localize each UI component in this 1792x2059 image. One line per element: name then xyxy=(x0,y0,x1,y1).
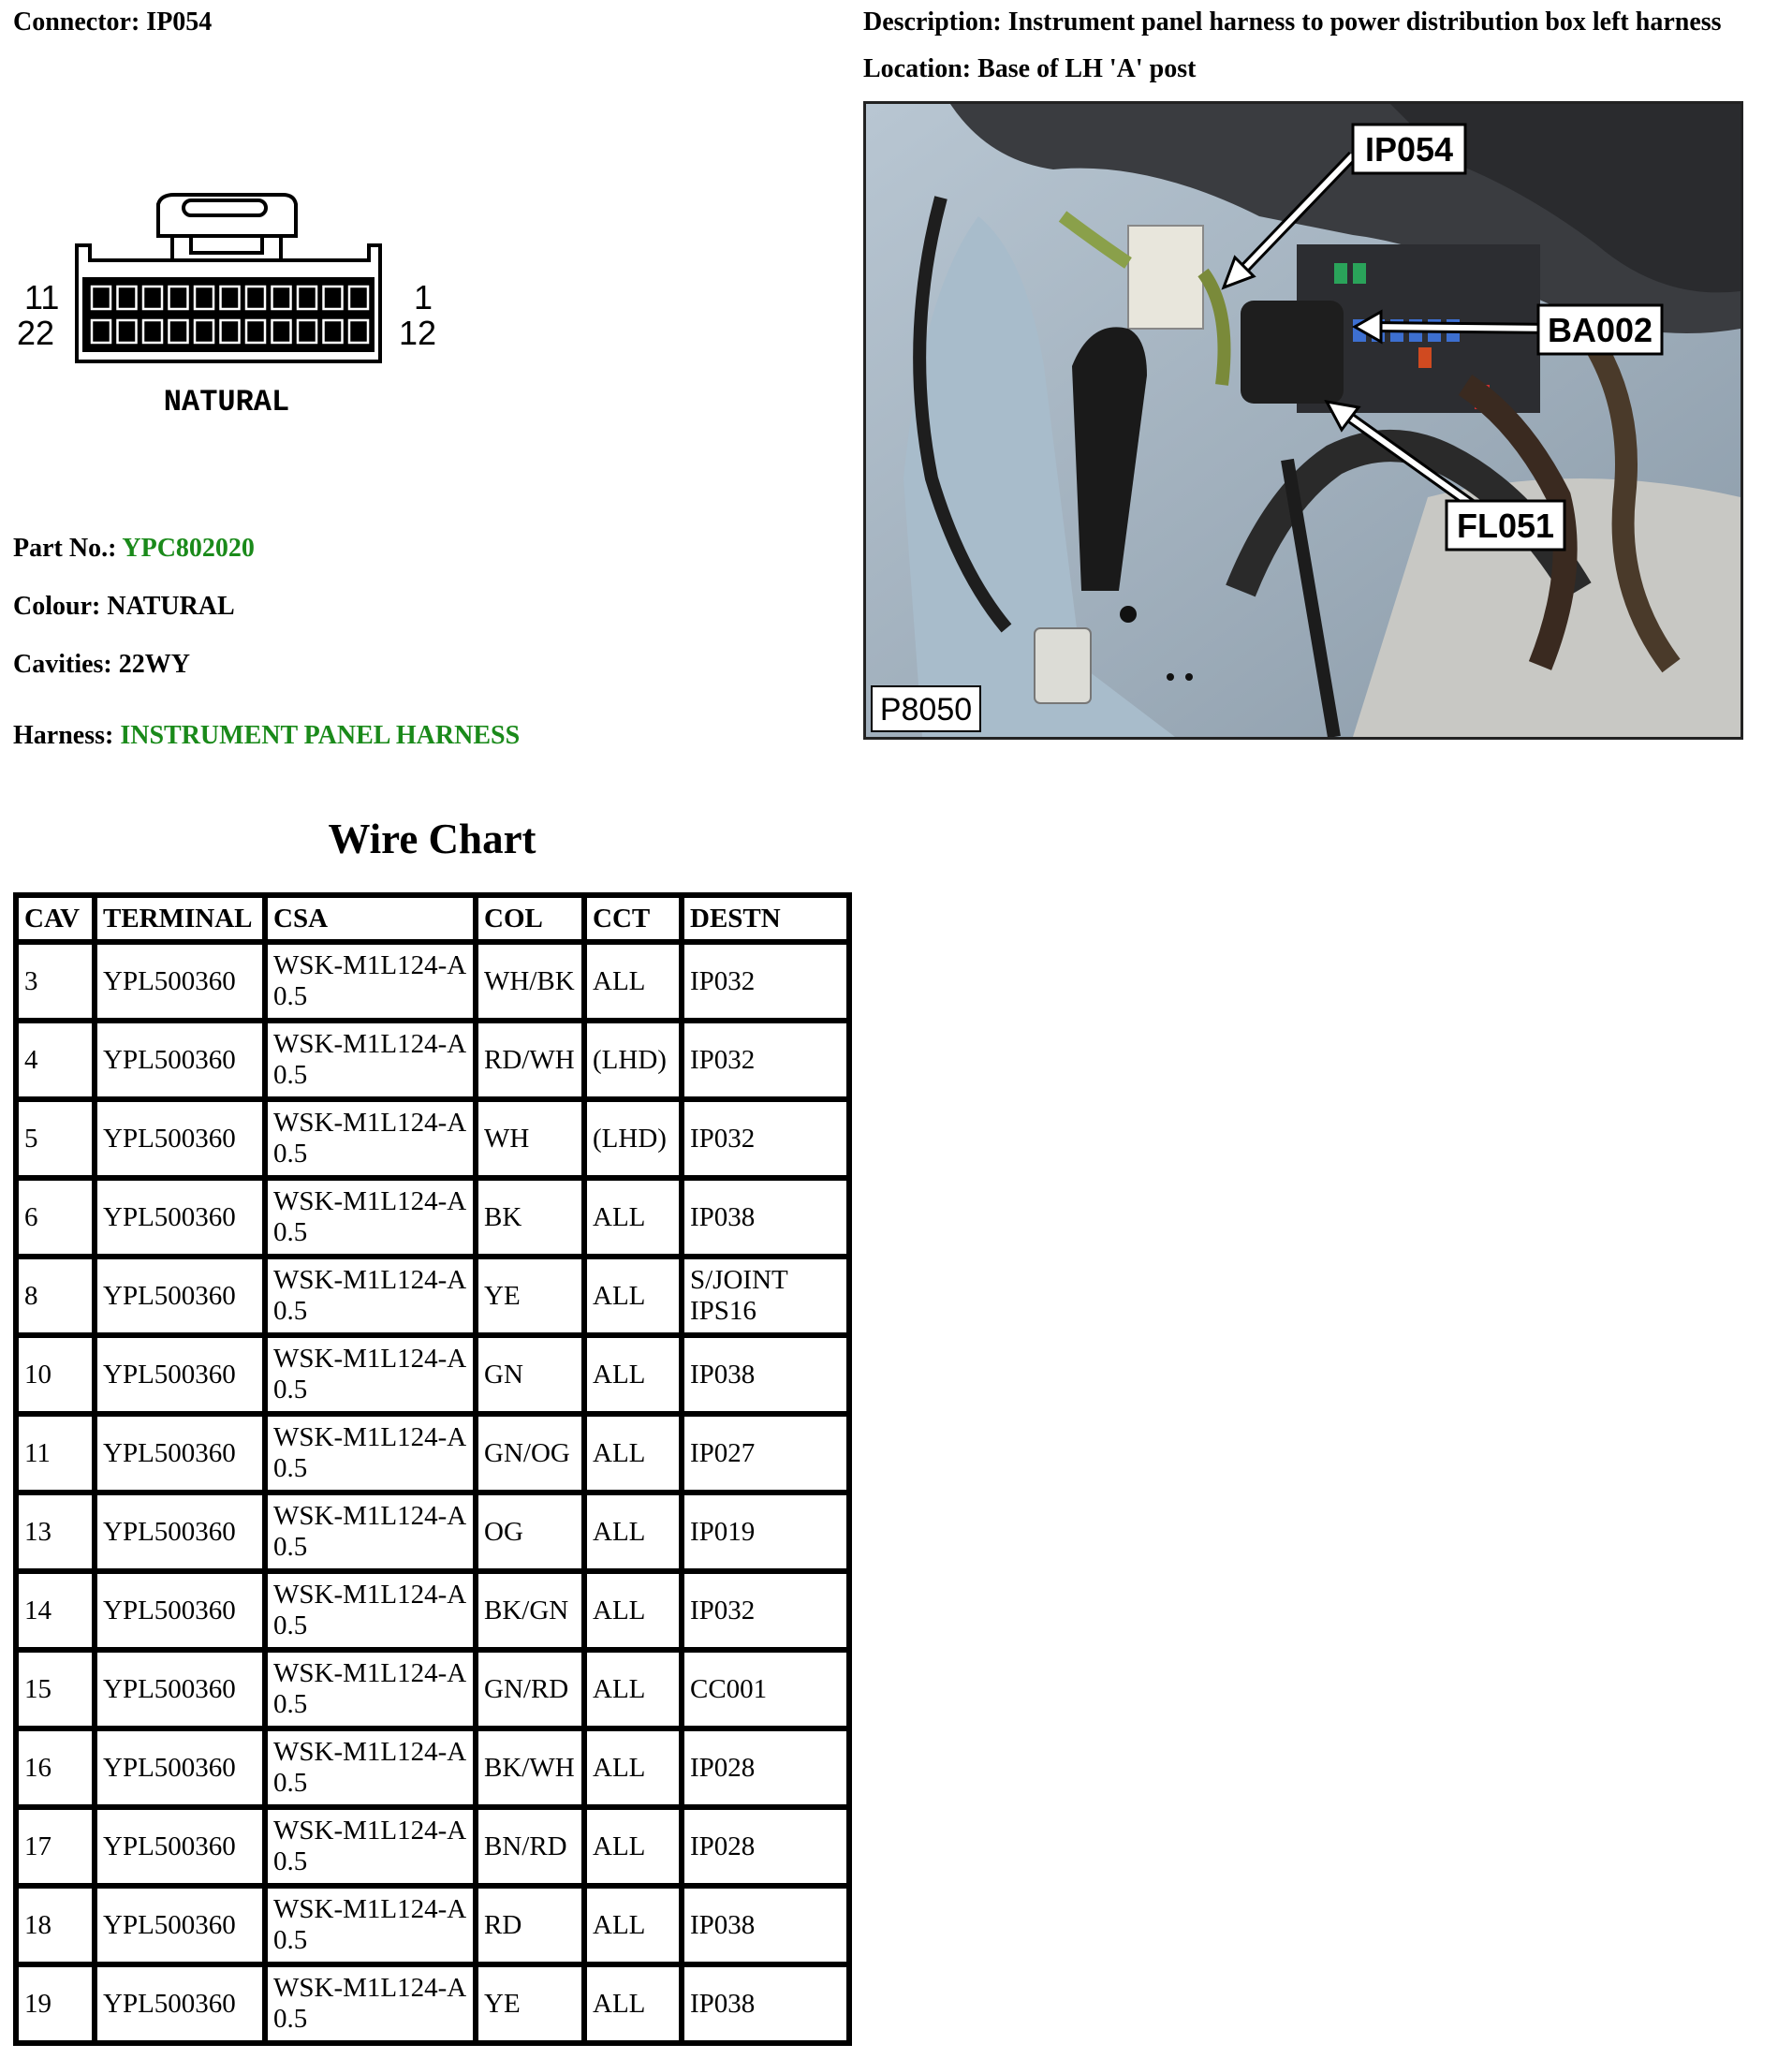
cell-terminal: YPL500360 xyxy=(95,1414,265,1493)
cell-cav: 19 xyxy=(16,1964,95,2043)
cell-col: GN xyxy=(476,1335,584,1414)
cell-terminal: YPL500360 xyxy=(95,1650,265,1728)
description-line xyxy=(863,7,1722,37)
cell-terminal: YPL500360 xyxy=(95,1493,265,1571)
cell-terminal: YPL500360 xyxy=(95,1964,265,2043)
harness-line xyxy=(13,721,520,751)
cell-csa: WSK-M1L124-A 0.5 xyxy=(265,1886,476,1964)
cavities-line xyxy=(13,650,190,680)
harness-link[interactable]: INSTRUMENT PANEL HARNESS xyxy=(120,721,521,750)
connector-line xyxy=(13,7,212,37)
wire-chart-title: Wire Chart xyxy=(328,816,536,862)
colour-label: Colour: xyxy=(13,592,101,621)
cell-cav: 13 xyxy=(16,1493,95,1571)
part-number-line xyxy=(13,534,255,564)
cell-terminal: YPL500360 xyxy=(95,1335,265,1414)
terminal-block xyxy=(82,277,375,352)
cell-destn: CC001 xyxy=(682,1650,849,1728)
cell-cct: ALL xyxy=(584,1728,682,1807)
table-row xyxy=(16,1650,849,1728)
location-photo xyxy=(863,101,1743,740)
cell-cav: 3 xyxy=(16,942,95,1021)
cell-cct: ALL xyxy=(584,1807,682,1886)
cell-cct: ALL xyxy=(584,1964,682,2043)
cell-cct: ALL xyxy=(584,1414,682,1493)
location-value: Base of LH 'A' post xyxy=(977,54,1197,83)
table-row xyxy=(16,1886,849,1964)
cell-col: RD/WH xyxy=(476,1021,584,1099)
wire-chart-body xyxy=(16,942,849,2043)
header-destn: DESTN xyxy=(682,895,849,942)
cell-cav: 4 xyxy=(16,1021,95,1099)
header-cct: CCT xyxy=(584,895,682,942)
table-row xyxy=(16,1021,849,1099)
location-photo-illustration xyxy=(866,104,1741,737)
cell-terminal: YPL500360 xyxy=(95,1886,265,1964)
callout-fl051: FL051 xyxy=(1456,507,1555,545)
colour-line xyxy=(13,592,235,622)
cell-csa: WSK-M1L124-A 0.5 xyxy=(265,1178,476,1257)
table-row xyxy=(16,1807,849,1886)
cell-terminal: YPL500360 xyxy=(95,942,265,1021)
table-row xyxy=(16,1257,849,1335)
cell-csa: WSK-M1L124-A 0.5 xyxy=(265,1099,476,1178)
cell-csa: WSK-M1L124-A 0.5 xyxy=(265,1335,476,1414)
cell-col: WH xyxy=(476,1099,584,1178)
cell-destn: IP028 xyxy=(682,1807,849,1886)
photo-ref: P8050 xyxy=(879,692,973,728)
cell-destn: IP038 xyxy=(682,1335,849,1414)
cell-terminal: YPL500360 xyxy=(95,1257,265,1335)
connector-value: IP054 xyxy=(146,7,213,37)
cell-destn: IP032 xyxy=(682,1099,849,1178)
table-row xyxy=(16,1493,849,1571)
cell-col: GN/OG xyxy=(476,1414,584,1493)
cell-cct: ALL xyxy=(584,1257,682,1335)
cell-col: BK xyxy=(476,1178,584,1257)
cell-csa: WSK-M1L124-A 0.5 xyxy=(265,1807,476,1886)
cell-cav: 6 xyxy=(16,1178,95,1257)
cell-csa: WSK-M1L124-A 0.5 xyxy=(265,1728,476,1807)
diagram-colour-caption: NATURAL xyxy=(163,385,290,419)
pin-number-top-right: 1 xyxy=(414,278,433,316)
cell-cav: 14 xyxy=(16,1571,95,1650)
cell-terminal: YPL500360 xyxy=(95,1807,265,1886)
cell-cct: (LHD) xyxy=(584,1099,682,1178)
cell-csa: WSK-M1L124-A 0.5 xyxy=(265,1414,476,1493)
harness-label: Harness: xyxy=(13,721,114,750)
cell-cct: ALL xyxy=(584,1335,682,1414)
cell-col: WH/BK xyxy=(476,942,584,1021)
table-row xyxy=(16,1099,849,1178)
cell-cav: 10 xyxy=(16,1335,95,1414)
cell-cav: 15 xyxy=(16,1650,95,1728)
cell-csa: WSK-M1L124-A 0.5 xyxy=(265,1650,476,1728)
header-cav: CAV xyxy=(16,895,95,942)
cell-destn: IP038 xyxy=(682,1886,849,1964)
cell-csa: WSK-M1L124-A 0.5 xyxy=(265,1493,476,1571)
connector-label: Connector: xyxy=(13,7,140,37)
description-label: Description: xyxy=(863,7,1002,37)
table-row xyxy=(16,1335,849,1414)
cell-destn: IP032 xyxy=(682,942,849,1021)
cavities-value: 22WY xyxy=(118,650,190,679)
cell-destn: IP032 xyxy=(682,1571,849,1650)
cell-terminal: YPL500360 xyxy=(95,1021,265,1099)
cell-col: BK/GN xyxy=(476,1571,584,1650)
callout-ip054: IP054 xyxy=(1364,130,1454,169)
header-terminal: TERMINAL xyxy=(95,895,265,942)
cell-destn: IP027 xyxy=(682,1414,849,1493)
cell-destn: IP019 xyxy=(682,1493,849,1571)
location-label: Location: xyxy=(863,54,972,83)
cell-cct: ALL xyxy=(584,1178,682,1257)
pin-number-top-left: 11 xyxy=(24,278,60,316)
cell-destn: IP028 xyxy=(682,1728,849,1807)
header-col: COL xyxy=(476,895,584,942)
connector-diagram xyxy=(13,187,444,421)
cell-cav: 17 xyxy=(16,1807,95,1886)
cell-cct: ALL xyxy=(584,1650,682,1728)
cell-col: BN/RD xyxy=(476,1807,584,1886)
cell-csa: WSK-M1L124-A 0.5 xyxy=(265,1257,476,1335)
cell-col: GN/RD xyxy=(476,1650,584,1728)
table-row xyxy=(16,942,849,1021)
cell-destn: IP038 xyxy=(682,1964,849,2043)
part-number-label: Part No.: xyxy=(13,534,117,563)
table-row xyxy=(16,1178,849,1257)
cell-cct: ALL xyxy=(584,1571,682,1650)
cell-cav: 8 xyxy=(16,1257,95,1335)
cell-cct: ALL xyxy=(584,1886,682,1964)
cell-cct: ALL xyxy=(584,942,682,1021)
wire-chart-header-row xyxy=(16,895,849,942)
part-number-link[interactable]: YPC802020 xyxy=(122,534,255,563)
cell-terminal: YPL500360 xyxy=(95,1099,265,1178)
cell-destn: S/JOINT IPS16 xyxy=(682,1257,849,1335)
cell-csa: WSK-M1L124-A 0.5 xyxy=(265,1964,476,2043)
description-value: Instrument panel harness to power distribution box left harness xyxy=(1007,7,1722,37)
cell-terminal: YPL500360 xyxy=(95,1571,265,1650)
cell-csa: WSK-M1L124-A 0.5 xyxy=(265,942,476,1021)
cell-destn: IP038 xyxy=(682,1178,849,1257)
cell-col: BK/WH xyxy=(476,1728,584,1807)
cell-col: YE xyxy=(476,1257,584,1335)
cell-col: YE xyxy=(476,1964,584,2043)
pin-number-bottom-right: 12 xyxy=(399,314,437,352)
cell-cav: 11 xyxy=(16,1414,95,1493)
wire-chart-table xyxy=(13,892,852,2046)
connector-latch xyxy=(158,195,296,262)
table-row xyxy=(16,1728,849,1807)
cell-cct: ALL xyxy=(584,1493,682,1571)
cell-cav: 5 xyxy=(16,1099,95,1178)
table-row xyxy=(16,1571,849,1650)
location-line xyxy=(863,54,1196,84)
cell-col: OG xyxy=(476,1493,584,1571)
cell-csa: WSK-M1L124-A 0.5 xyxy=(265,1571,476,1650)
colour-value: NATURAL xyxy=(107,592,235,621)
pin-number-bottom-left: 22 xyxy=(17,314,55,352)
table-row xyxy=(16,1414,849,1493)
callout-ba002: BA002 xyxy=(1547,311,1653,349)
header-csa: CSA xyxy=(265,895,476,942)
cell-csa: WSK-M1L124-A 0.5 xyxy=(265,1021,476,1099)
table-row xyxy=(16,1964,849,2043)
cell-cav: 18 xyxy=(16,1886,95,1964)
cavities-label: Cavities: xyxy=(13,650,112,679)
cell-terminal: YPL500360 xyxy=(95,1728,265,1807)
cell-cct: (LHD) xyxy=(584,1021,682,1099)
cell-destn: IP032 xyxy=(682,1021,849,1099)
cell-cav: 16 xyxy=(16,1728,95,1807)
cell-terminal: YPL500360 xyxy=(95,1178,265,1257)
cell-col: RD xyxy=(476,1886,584,1964)
